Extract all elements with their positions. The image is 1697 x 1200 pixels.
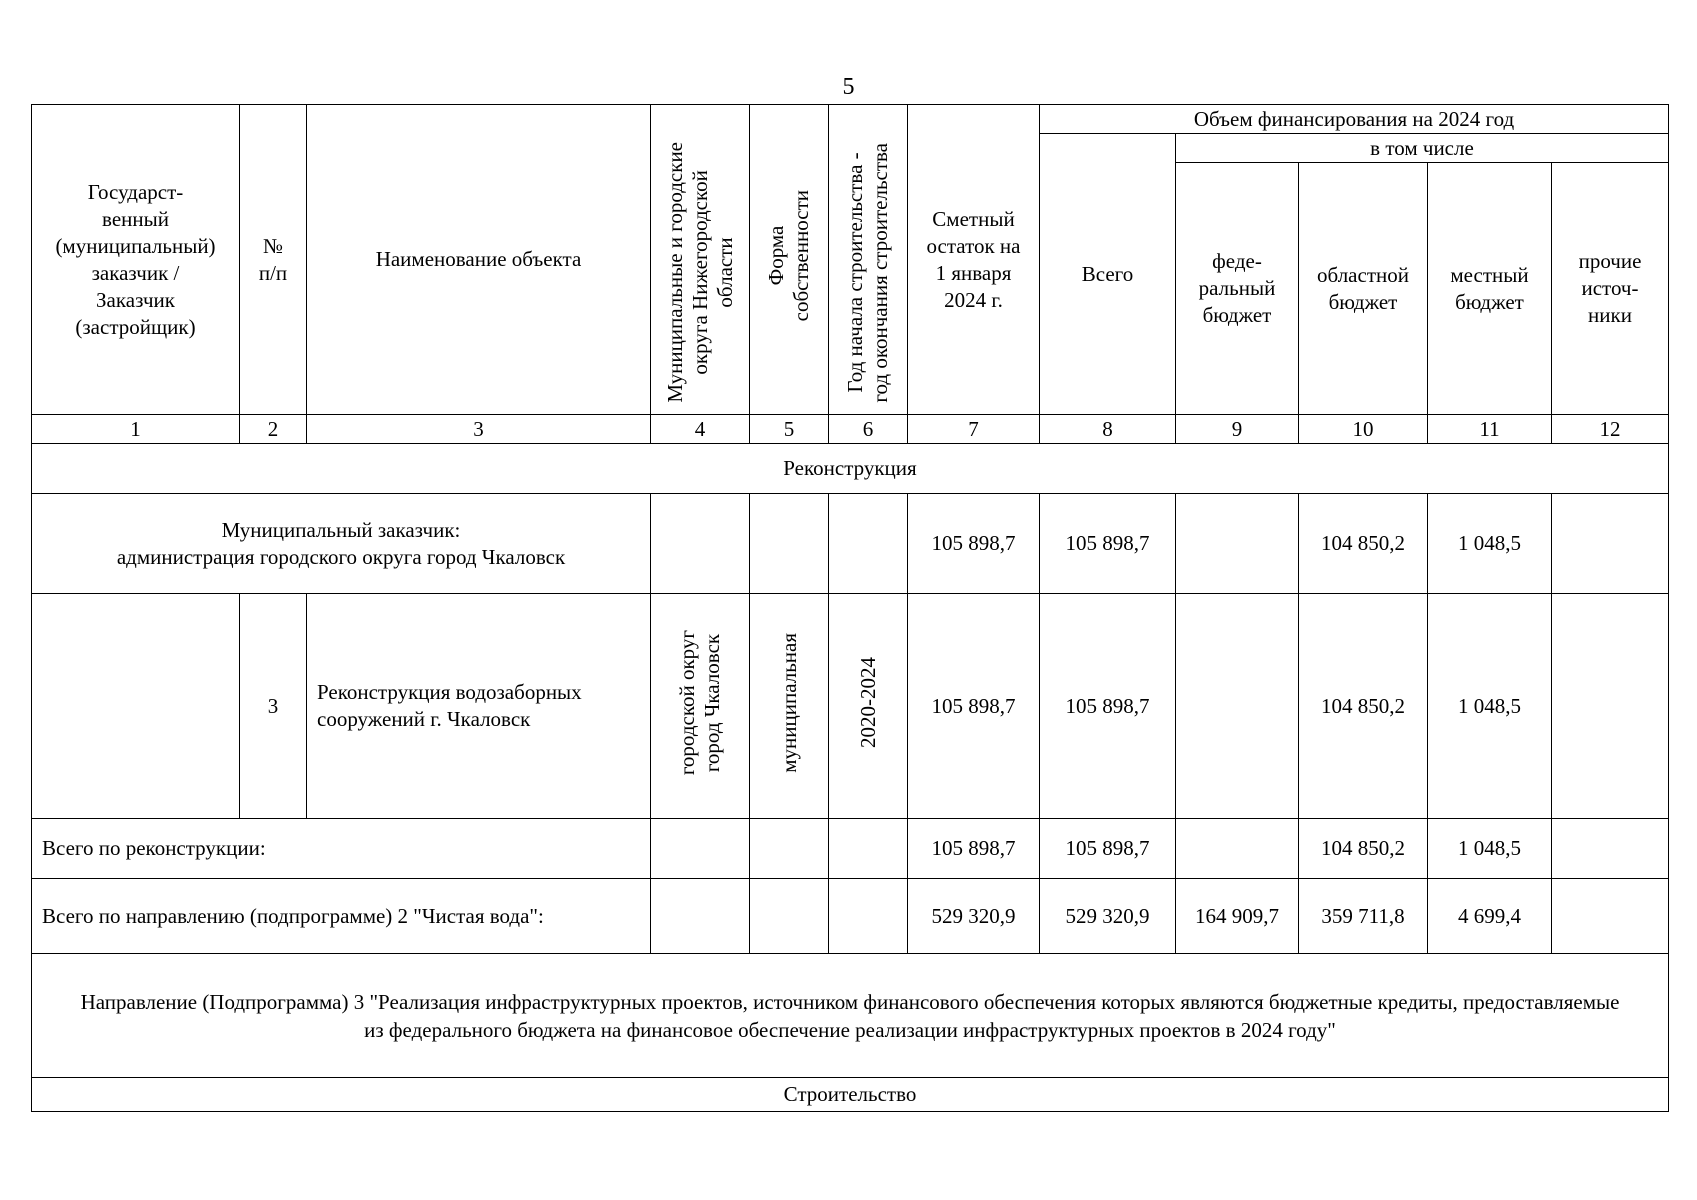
header-total: Всего (1040, 134, 1176, 415)
financing-table (31, 104, 1669, 1112)
total-reconstruction-row (32, 819, 1669, 879)
total-reconstruction-estimate: 105 898,7 (908, 819, 1040, 879)
object-other (1552, 594, 1669, 819)
header-row-1 (32, 105, 1669, 134)
header-estimate: Сметный остаток на 1 января 2024 г. (908, 105, 1040, 415)
col-num-5: 5 (750, 415, 829, 444)
total-reconstruction-label: Всего по реконструкции: (32, 819, 651, 879)
total-direction-estimate: 529 320,9 (908, 879, 1040, 954)
col-num-3: 3 (307, 415, 651, 444)
total-reconstruction-municipality (651, 819, 750, 879)
total-reconstruction-ownership (750, 819, 829, 879)
customer-total: 105 898,7 (1040, 494, 1176, 594)
header-ownership (750, 105, 829, 415)
object-years-text: 2020-2024 (855, 657, 880, 748)
total-direction-municipality (651, 879, 750, 954)
header-federal: феде- ральный бюджет (1176, 163, 1299, 415)
total-reconstruction-regional: 104 850,2 (1299, 819, 1428, 879)
col-num-6: 6 (829, 415, 908, 444)
header-years (829, 105, 908, 415)
header-ownership-text: Форма собственности (764, 190, 813, 322)
total-direction-row (32, 879, 1669, 954)
section-construction-row (32, 1078, 1669, 1112)
object-estimate: 105 898,7 (908, 594, 1040, 819)
total-direction-other (1552, 879, 1669, 954)
total-direction-regional: 359 711,8 (1299, 879, 1428, 954)
header-customer: Государст- венный (муниципальный) заказчик / Заказчик (застройщик) (32, 105, 240, 415)
total-direction-total: 529 320,9 (1040, 879, 1176, 954)
header-other: прочие источ- ники (1552, 163, 1669, 415)
col-num-4: 4 (651, 415, 750, 444)
customer-local: 1 048,5 (1428, 494, 1552, 594)
col-num-7: 7 (908, 415, 1040, 444)
object-name: Реконструкция водозаборных сооружений г. Чкаловск (307, 594, 651, 819)
col-num-9: 9 (1176, 415, 1299, 444)
object-customer-empty (32, 594, 240, 819)
direction3-row (32, 954, 1669, 1078)
page-number: 5 (842, 74, 855, 100)
section-reconstruction-row (32, 444, 1669, 494)
customer-estimate: 105 898,7 (908, 494, 1040, 594)
header-municipality (651, 105, 750, 415)
total-reconstruction-other (1552, 819, 1669, 879)
header-local: местный бюджет (1428, 163, 1552, 415)
direction3-title: Направление (Подпрограмма) 3 "Реализация инфраструктурных проектов, источником финансового обеспечения которых являются бюджетные кредиты, предоставляемые из федерального бюджета на финансовое обеспечение реализации инфраструктурных проектов в 2024 году" (32, 954, 1669, 1078)
total-direction-label: Всего по направлению (подпрограмме) 2 "Чистая вода": (32, 879, 651, 954)
header-including: в том числе (1176, 134, 1669, 163)
customer-label: Муниципальный заказчик: администрация городского округа город Чкаловск (32, 494, 651, 594)
total-reconstruction-local: 1 048,5 (1428, 819, 1552, 879)
customer-municipality (651, 494, 750, 594)
header-municipality-text: Муниципальные и городские округа Нижегородской области (662, 142, 737, 403)
object-ownership-text: муниципальная (776, 632, 801, 773)
total-reconstruction-total: 105 898,7 (1040, 819, 1176, 879)
header-funding-group: Объем финансирования на 2024 год (1040, 105, 1669, 134)
customer-other (1552, 494, 1669, 594)
object-row (32, 594, 1669, 819)
total-direction-ownership (750, 879, 829, 954)
object-total: 105 898,7 (1040, 594, 1176, 819)
header-years-text: Год начала строительства - год окончания строительства (843, 143, 892, 403)
header-num: № п/п (240, 105, 307, 415)
object-num: 3 (240, 594, 307, 819)
column-numbers-row (32, 415, 1669, 444)
customer-ownership (750, 494, 829, 594)
object-federal (1176, 594, 1299, 819)
customer-row (32, 494, 1669, 594)
section-construction-title: Строительство (32, 1078, 1669, 1112)
total-reconstruction-years (829, 819, 908, 879)
customer-regional: 104 850,2 (1299, 494, 1428, 594)
total-direction-years (829, 879, 908, 954)
customer-federal (1176, 494, 1299, 594)
header-regional: областной бюджет (1299, 163, 1428, 415)
col-num-8: 8 (1040, 415, 1176, 444)
object-municipality-text: городской округ город Чкаловск (675, 629, 724, 776)
col-num-12: 12 (1552, 415, 1669, 444)
total-reconstruction-federal (1176, 819, 1299, 879)
customer-years (829, 494, 908, 594)
total-direction-local: 4 699,4 (1428, 879, 1552, 954)
col-num-2: 2 (240, 415, 307, 444)
object-ownership (750, 594, 829, 819)
col-num-10: 10 (1299, 415, 1428, 444)
col-num-11: 11 (1428, 415, 1552, 444)
object-municipality (651, 594, 750, 819)
object-regional: 104 850,2 (1299, 594, 1428, 819)
header-object-name: Наименование объекта (307, 105, 651, 415)
col-num-1: 1 (32, 415, 240, 444)
object-years (829, 594, 908, 819)
object-local: 1 048,5 (1428, 594, 1552, 819)
total-direction-federal: 164 909,7 (1176, 879, 1299, 954)
section-reconstruction-title: Реконструкция (32, 444, 1669, 494)
